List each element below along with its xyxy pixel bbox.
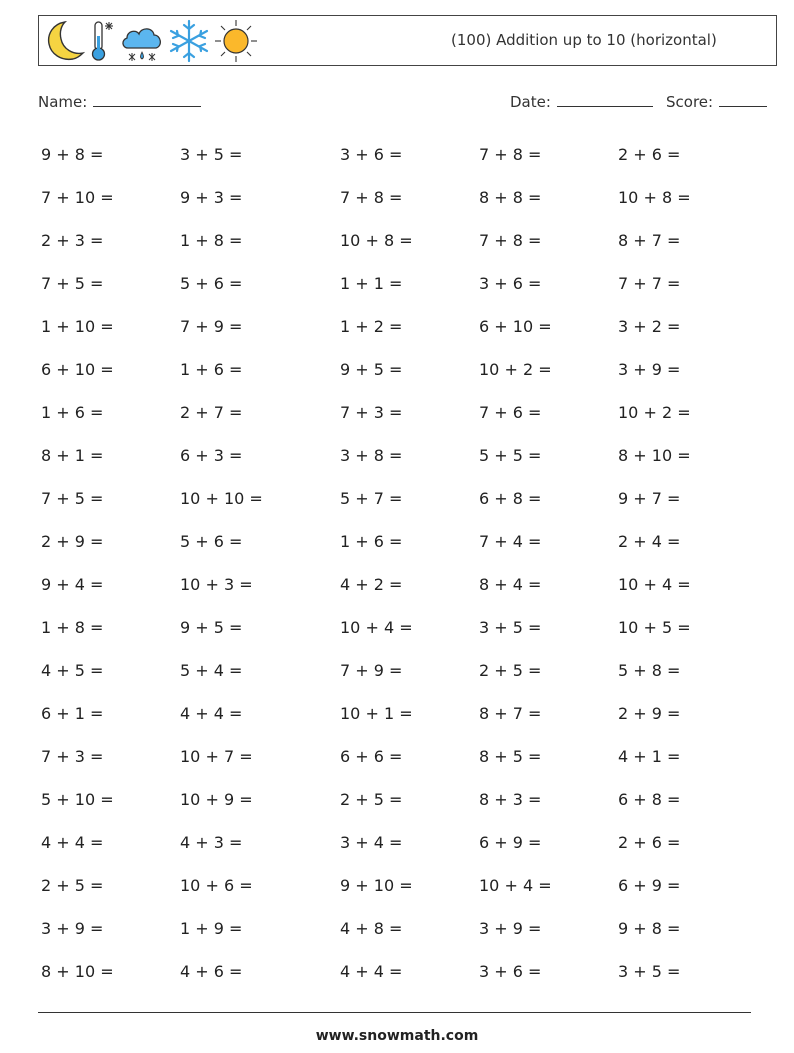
problem-item: 1 + 1 = xyxy=(340,274,403,293)
problem-item: 6 + 9 = xyxy=(479,833,542,852)
problem-item: 2 + 6 = xyxy=(618,145,681,164)
problem-item: 6 + 8 = xyxy=(618,790,681,809)
problem-item: 6 + 3 = xyxy=(180,446,243,465)
problem-item: 10 + 7 = xyxy=(180,747,253,766)
moon-icon xyxy=(43,19,85,63)
problem-item: 10 + 4 = xyxy=(340,618,413,637)
problem-item: 4 + 3 = xyxy=(180,833,243,852)
problem-item: 10 + 8 = xyxy=(340,231,413,250)
problem-item: 9 + 5 = xyxy=(340,360,403,379)
problem-item: 6 + 1 = xyxy=(41,704,104,723)
problem-item: 4 + 4 = xyxy=(340,962,403,981)
score-field xyxy=(666,92,767,111)
problem-item: 4 + 6 = xyxy=(180,962,243,981)
problem-item: 6 + 8 = xyxy=(479,489,542,508)
problem-item: 7 + 5 = xyxy=(41,274,104,293)
problem-item: 5 + 7 = xyxy=(340,489,403,508)
problem-item: 9 + 4 = xyxy=(41,575,104,594)
problem-item: 7 + 6 = xyxy=(479,403,542,422)
problem-item: 3 + 6 = xyxy=(479,962,542,981)
problem-item: 5 + 5 = xyxy=(479,446,542,465)
problem-item: 10 + 2 = xyxy=(618,403,691,422)
date-label: Date: xyxy=(510,93,551,111)
problem-item: 10 + 6 = xyxy=(180,876,253,895)
problem-item: 9 + 3 = xyxy=(180,188,243,207)
problem-item: 6 + 10 = xyxy=(479,317,552,336)
header-box xyxy=(38,15,777,66)
problem-item: 4 + 5 = xyxy=(41,661,104,680)
problem-item: 6 + 6 = xyxy=(340,747,403,766)
problem-item: 4 + 4 = xyxy=(41,833,104,852)
problem-item: 10 + 4 = xyxy=(479,876,552,895)
problem-item: 8 + 7 = xyxy=(479,704,542,723)
problem-item: 3 + 5 = xyxy=(479,618,542,637)
problem-item: 8 + 4 = xyxy=(479,575,542,594)
problem-item: 5 + 6 = xyxy=(180,274,243,293)
problem-item: 9 + 8 = xyxy=(618,919,681,938)
problem-item: 3 + 9 = xyxy=(618,360,681,379)
problem-item: 1 + 6 = xyxy=(340,532,403,551)
problem-item: 1 + 10 = xyxy=(41,317,114,336)
problem-item: 7 + 8 = xyxy=(479,145,542,164)
problem-item: 3 + 9 = xyxy=(41,919,104,938)
problem-item: 2 + 5 = xyxy=(340,790,403,809)
problem-item: 2 + 9 = xyxy=(618,704,681,723)
problem-item: 7 + 8 = xyxy=(340,188,403,207)
problem-item: 10 + 8 = xyxy=(618,188,691,207)
problem-item: 4 + 8 = xyxy=(340,919,403,938)
problem-item: 4 + 1 = xyxy=(618,747,681,766)
problem-item: 7 + 3 = xyxy=(41,747,104,766)
problem-item: 8 + 10 = xyxy=(618,446,691,465)
problem-item: 10 + 3 = xyxy=(180,575,253,594)
snowflake-icon xyxy=(167,18,211,64)
date-field xyxy=(510,92,653,111)
problem-item: 2 + 5 = xyxy=(41,876,104,895)
problem-item: 5 + 4 = xyxy=(180,661,243,680)
problem-item: 6 + 9 = xyxy=(618,876,681,895)
problem-item: 10 + 4 = xyxy=(618,575,691,594)
score-blank[interactable] xyxy=(719,92,767,107)
problem-item: 10 + 2 = xyxy=(479,360,552,379)
problem-item: 7 + 8 = xyxy=(479,231,542,250)
worksheet-title: (100) Addition up to 10 (horizontal) xyxy=(451,31,717,49)
problem-item: 3 + 5 = xyxy=(618,962,681,981)
problem-item: 7 + 9 = xyxy=(180,317,243,336)
name-label: Name: xyxy=(38,93,88,111)
weather-icons xyxy=(43,18,259,64)
problem-item: 2 + 6 = xyxy=(618,833,681,852)
problem-item: 3 + 9 = xyxy=(479,919,542,938)
problem-item: 2 + 5 = xyxy=(479,661,542,680)
problem-item: 5 + 6 = xyxy=(180,532,243,551)
problem-item: 8 + 3 = xyxy=(479,790,542,809)
problem-item: 8 + 10 = xyxy=(41,962,114,981)
problem-item: 10 + 1 = xyxy=(340,704,413,723)
problem-item: 8 + 5 = xyxy=(479,747,542,766)
problem-item: 3 + 6 = xyxy=(340,145,403,164)
problem-item: 10 + 10 = xyxy=(180,489,263,508)
problem-item: 7 + 5 = xyxy=(41,489,104,508)
problem-item: 1 + 8 = xyxy=(41,618,104,637)
problem-item: 9 + 8 = xyxy=(41,145,104,164)
problem-item: 9 + 10 = xyxy=(340,876,413,895)
problem-item: 1 + 2 = xyxy=(340,317,403,336)
problem-item: 6 + 10 = xyxy=(41,360,114,379)
problem-item: 9 + 5 = xyxy=(180,618,243,637)
problem-item: 1 + 9 = xyxy=(180,919,243,938)
problem-item: 2 + 3 = xyxy=(41,231,104,250)
problem-item: 3 + 5 = xyxy=(180,145,243,164)
date-blank[interactable] xyxy=(557,92,653,107)
problem-item: 5 + 10 = xyxy=(41,790,114,809)
problem-item: 7 + 7 = xyxy=(618,274,681,293)
problem-item: 4 + 2 = xyxy=(340,575,403,594)
problem-item: 10 + 5 = xyxy=(618,618,691,637)
score-label: Score: xyxy=(666,93,714,111)
problem-item: 10 + 9 = xyxy=(180,790,253,809)
problem-item: 5 + 8 = xyxy=(618,661,681,680)
problem-item: 9 + 7 = xyxy=(618,489,681,508)
problem-item: 2 + 4 = xyxy=(618,532,681,551)
name-blank[interactable] xyxy=(93,92,201,107)
problem-item: 1 + 6 = xyxy=(41,403,104,422)
problem-item: 1 + 8 = xyxy=(180,231,243,250)
problem-item: 7 + 9 = xyxy=(340,661,403,680)
problem-item: 7 + 10 = xyxy=(41,188,114,207)
problem-item: 1 + 6 = xyxy=(180,360,243,379)
problem-item: 3 + 2 = xyxy=(618,317,681,336)
problem-item: 2 + 7 = xyxy=(180,403,243,422)
problem-item: 7 + 4 = xyxy=(479,532,542,551)
problem-item: 4 + 4 = xyxy=(180,704,243,723)
problem-item: 8 + 7 = xyxy=(618,231,681,250)
problem-item: 3 + 4 = xyxy=(340,833,403,852)
problem-item: 7 + 3 = xyxy=(340,403,403,422)
footer-rule xyxy=(38,1012,751,1013)
problem-item: 8 + 1 = xyxy=(41,446,104,465)
thermometer-icon xyxy=(87,18,117,64)
problem-item: 2 + 9 = xyxy=(41,532,104,551)
sun-icon xyxy=(213,18,259,64)
footer-url: www.snowmath.com xyxy=(315,1028,479,1044)
problem-item: 3 + 8 = xyxy=(340,446,403,465)
problem-item: 3 + 6 = xyxy=(479,274,542,293)
problem-item: 8 + 8 = xyxy=(479,188,542,207)
cloud-snow-rain-icon xyxy=(119,18,165,64)
name-field xyxy=(38,92,201,111)
